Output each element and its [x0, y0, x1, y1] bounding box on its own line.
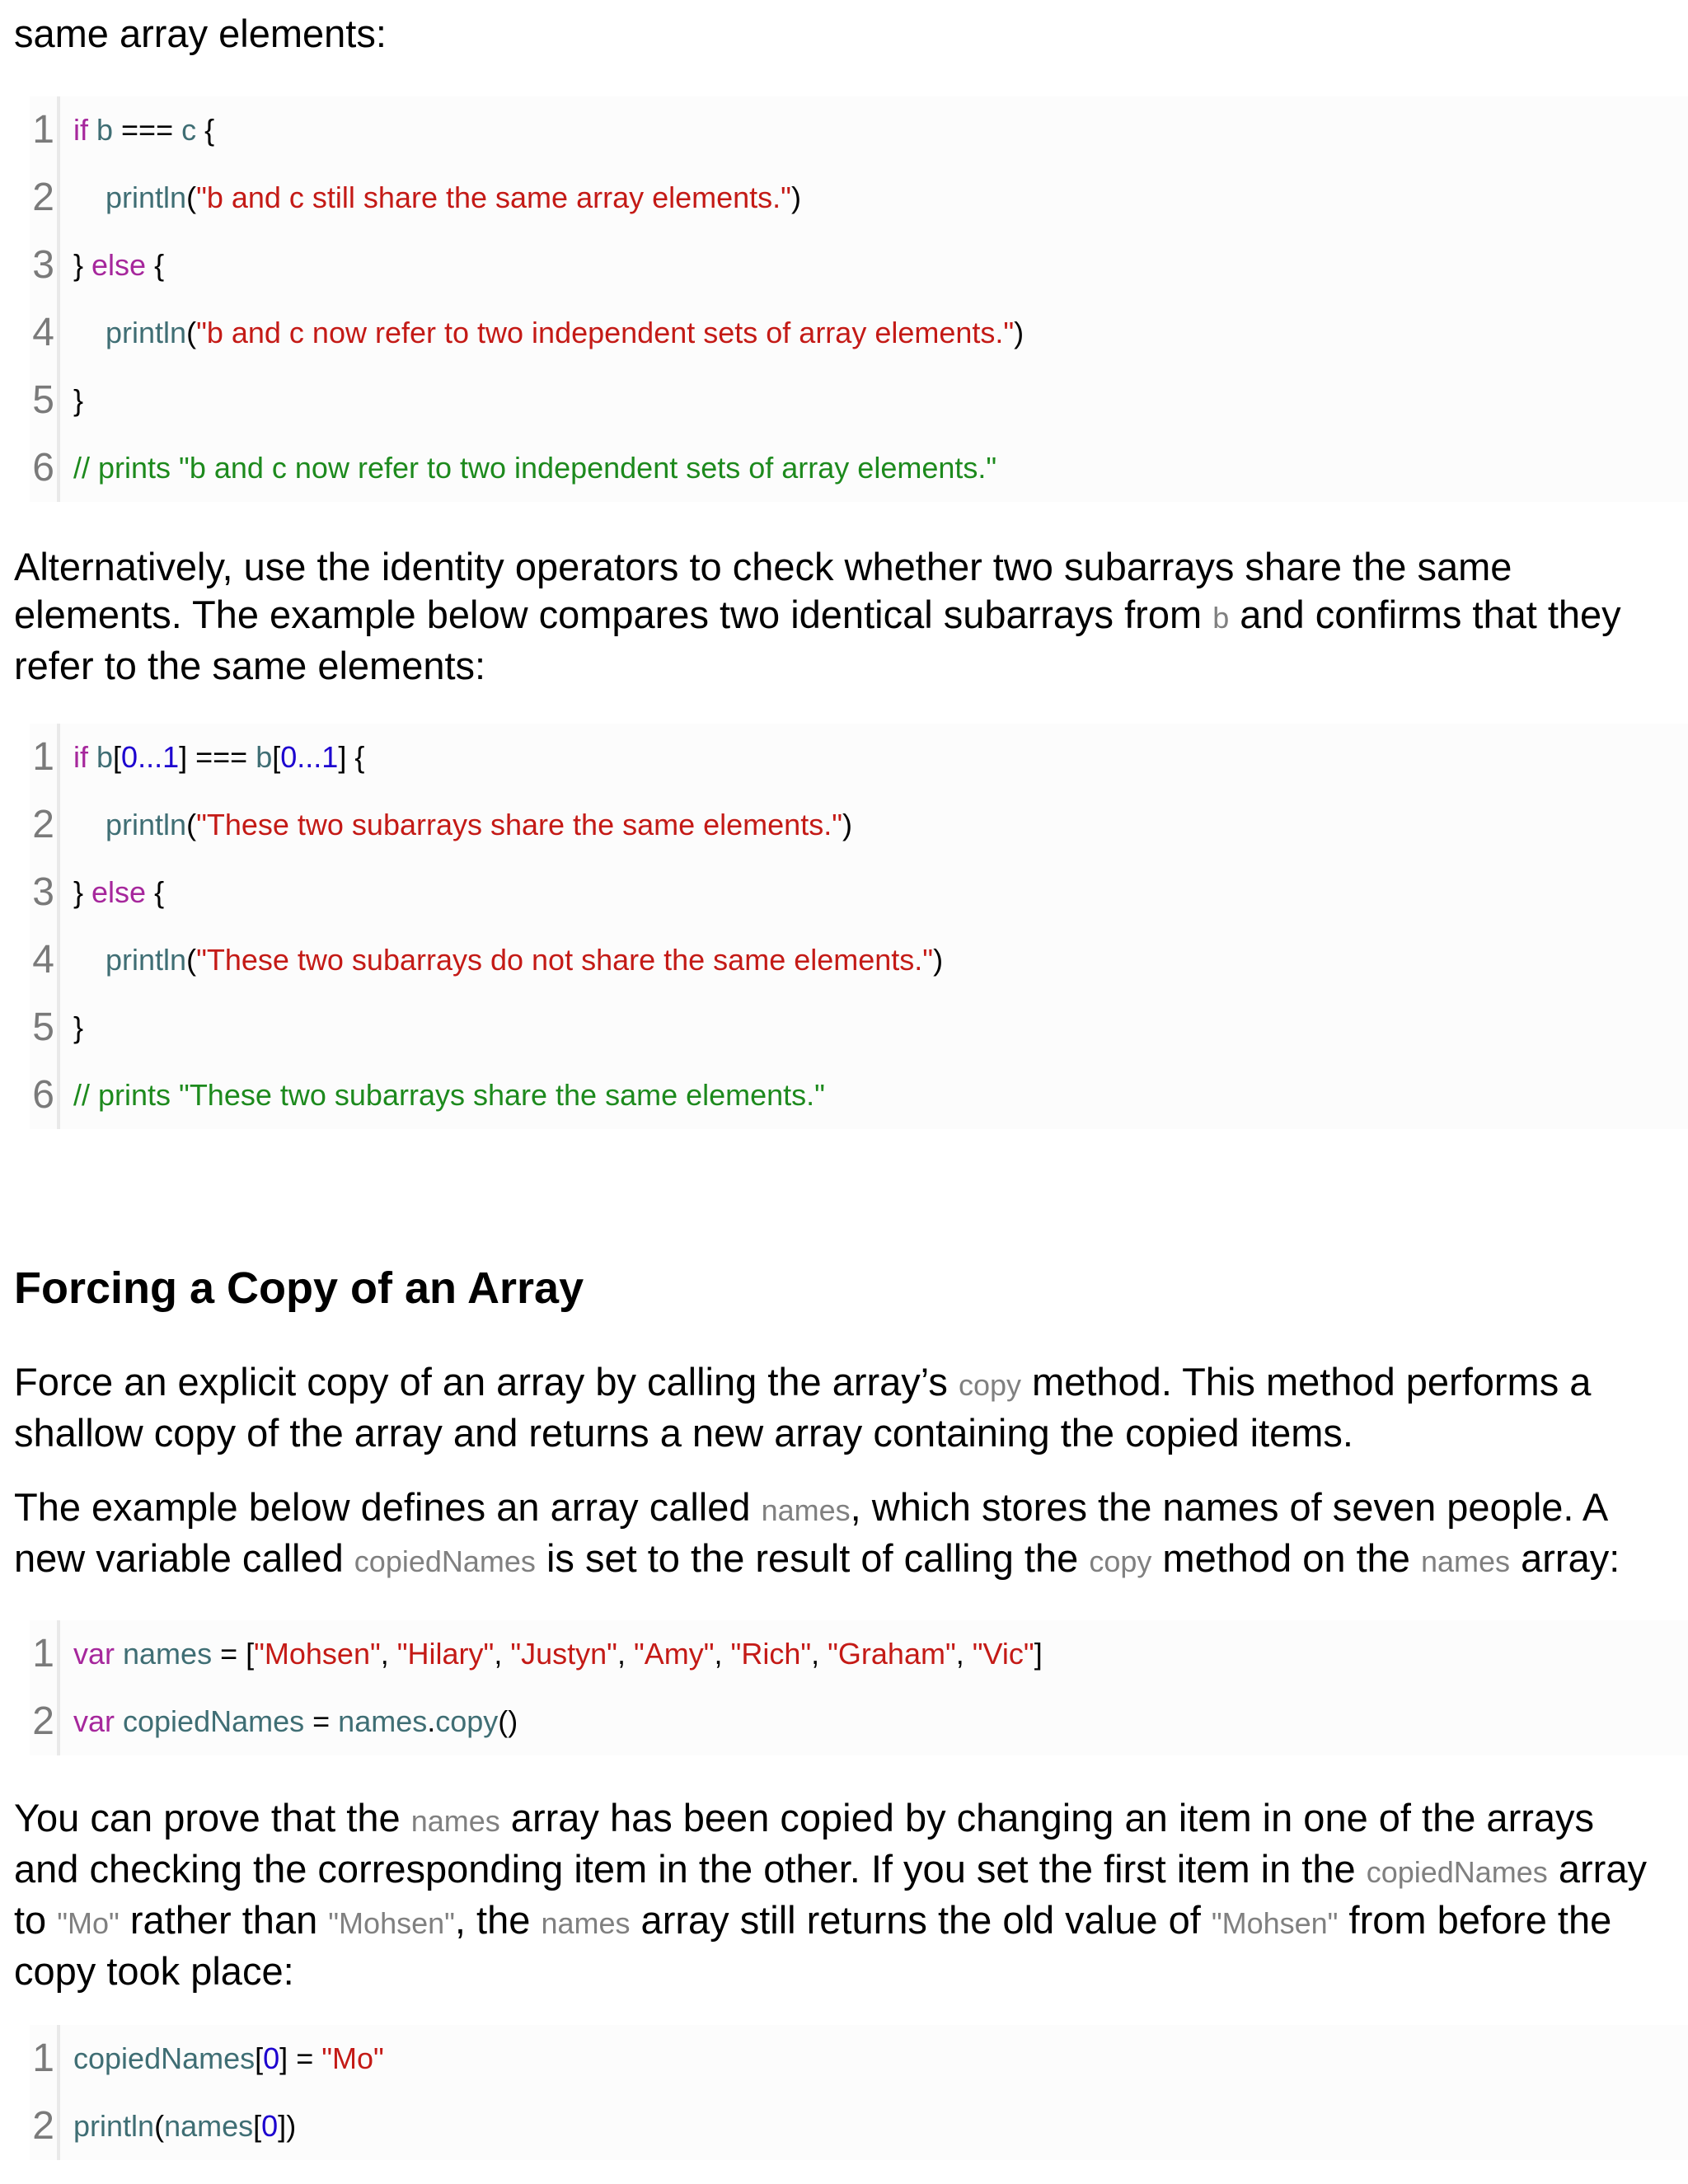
code-block-3	[30, 1620, 1688, 1755]
inline-code: names	[761, 1493, 851, 1527]
code-line	[30, 724, 1688, 791]
code-line	[30, 1688, 1688, 1755]
inline-code: names	[541, 1906, 631, 1940]
gutter-divider	[57, 791, 60, 859]
code-text: println("These two subarrays share the same elements.")	[106, 808, 852, 841]
gutter-divider	[57, 1688, 60, 1755]
line-number: 1	[32, 108, 54, 152]
gutter-divider	[57, 232, 60, 299]
inline-code: "Mo"	[57, 1906, 120, 1940]
code-line	[30, 2093, 1688, 2160]
code-block-2	[30, 724, 1688, 1129]
code-text: println(names[0])	[73, 2109, 297, 2143]
inline-code: copy	[1089, 1544, 1152, 1578]
gutter-divider	[57, 2093, 60, 2160]
code-line	[30, 1620, 1688, 1688]
code-line	[30, 434, 1688, 502]
code-line	[30, 299, 1688, 367]
line-number: 2	[32, 2104, 54, 2148]
code-text: }	[73, 1010, 84, 1044]
paragraph-identity-operators: Alternatively, use the identity operators to check whether two subarrays share the same elements. The example below compares two identical subarrays from b and confirms that they refer to the same elements:	[14, 545, 1621, 687]
inline-code: "Mohsen"	[1211, 1906, 1339, 1940]
line-number: 5	[32, 1005, 54, 1049]
line-number: 6	[32, 1073, 54, 1117]
inline-code: copiedNames	[354, 1544, 536, 1578]
code-text: copiedNames[0] = "Mo"	[73, 2041, 384, 2075]
code-text: // prints "These two subarrays share the same elements."	[73, 1078, 825, 1112]
gutter-divider	[57, 926, 60, 994]
code-line	[30, 96, 1688, 164]
code-text: } else {	[73, 875, 165, 909]
code-text: var names = ["Mohsen", "Hilary", "Justyn", "Amy", "Rich", "Graham", "Vic"]	[73, 1637, 1043, 1671]
paragraph-prove-copy: You can prove that the names array has been copied by changing an item in one of the arrays and checking the corresponding item in the other. If you set the first item in the copiedNames array to "Mo" rather than "Mohsen", the names array still returns the old value of "Mohsen" from before the copy took place:	[14, 1796, 1647, 1993]
code-line	[30, 367, 1688, 434]
code-text: println("b and c still share the same array elements.")	[106, 180, 801, 214]
code-line	[30, 164, 1688, 232]
line-number: 1	[32, 1632, 54, 1675]
line-number: 2	[32, 1699, 54, 1743]
gutter-divider	[57, 96, 60, 164]
line-number: 3	[32, 870, 54, 914]
code-line	[30, 859, 1688, 926]
gutter-divider	[57, 299, 60, 367]
code-text: }	[73, 383, 84, 417]
inline-code: copy	[958, 1368, 1021, 1402]
gutter-divider	[57, 1062, 60, 1129]
code-text: // prints "b and c now refer to two independent sets of array elements."	[73, 451, 997, 485]
code-block-1	[30, 96, 1688, 502]
gutter-divider	[57, 164, 60, 232]
line-number: 2	[32, 803, 54, 846]
code-line	[30, 791, 1688, 859]
line-number: 3	[32, 243, 54, 287]
code-text: println("b and c now refer to two independent sets of array elements.")	[106, 316, 1025, 349]
code-line	[30, 994, 1688, 1062]
intro-paragraph: same array elements:	[14, 12, 387, 55]
code-line	[30, 926, 1688, 994]
gutter-divider	[57, 367, 60, 434]
code-text: if b[0...1] === b[0...1] {	[73, 740, 365, 774]
inline-code: copiedNames	[1366, 1855, 1548, 1889]
code-block-4	[30, 2025, 1688, 2160]
code-line	[30, 2025, 1688, 2093]
gutter-divider	[57, 2025, 60, 2093]
code-text: var copiedNames = names.copy()	[73, 1704, 518, 1738]
code-line	[30, 1062, 1688, 1129]
paragraph-names-example: The example below defines an array called names, which stores the names of seven people. A new variable called copiedNames is set to the result of calling the copy method on the names array:	[14, 1485, 1620, 1580]
code-text: println("These two subarrays do not share the same elements.")	[106, 943, 944, 977]
line-number: 5	[32, 378, 54, 422]
code-text: if b === c {	[73, 113, 215, 147]
line-number: 6	[32, 446, 54, 490]
code-line	[30, 232, 1688, 299]
line-number: 1	[32, 2036, 54, 2080]
paragraph-copy-method: Force an explicit copy of an array by calling the array’s copy method. This method performs a shallow copy of the array and returns a new array containing the copied items.	[14, 1360, 1592, 1455]
line-number: 4	[32, 938, 54, 982]
gutter-divider	[57, 1620, 60, 1688]
line-number: 1	[32, 735, 54, 779]
line-number: 4	[32, 311, 54, 354]
gutter-divider	[57, 994, 60, 1062]
section-heading: Forcing a Copy of an Array	[14, 1263, 584, 1313]
gutter-divider	[57, 434, 60, 502]
inline-code: names	[410, 1804, 500, 1838]
inline-code: "Mohsen"	[328, 1906, 455, 1940]
gutter-divider	[57, 859, 60, 926]
inline-code: names	[1421, 1544, 1511, 1578]
line-number: 2	[32, 176, 54, 219]
inline-code: b	[1212, 601, 1230, 635]
code-text: } else {	[73, 248, 165, 282]
gutter-divider	[57, 724, 60, 791]
